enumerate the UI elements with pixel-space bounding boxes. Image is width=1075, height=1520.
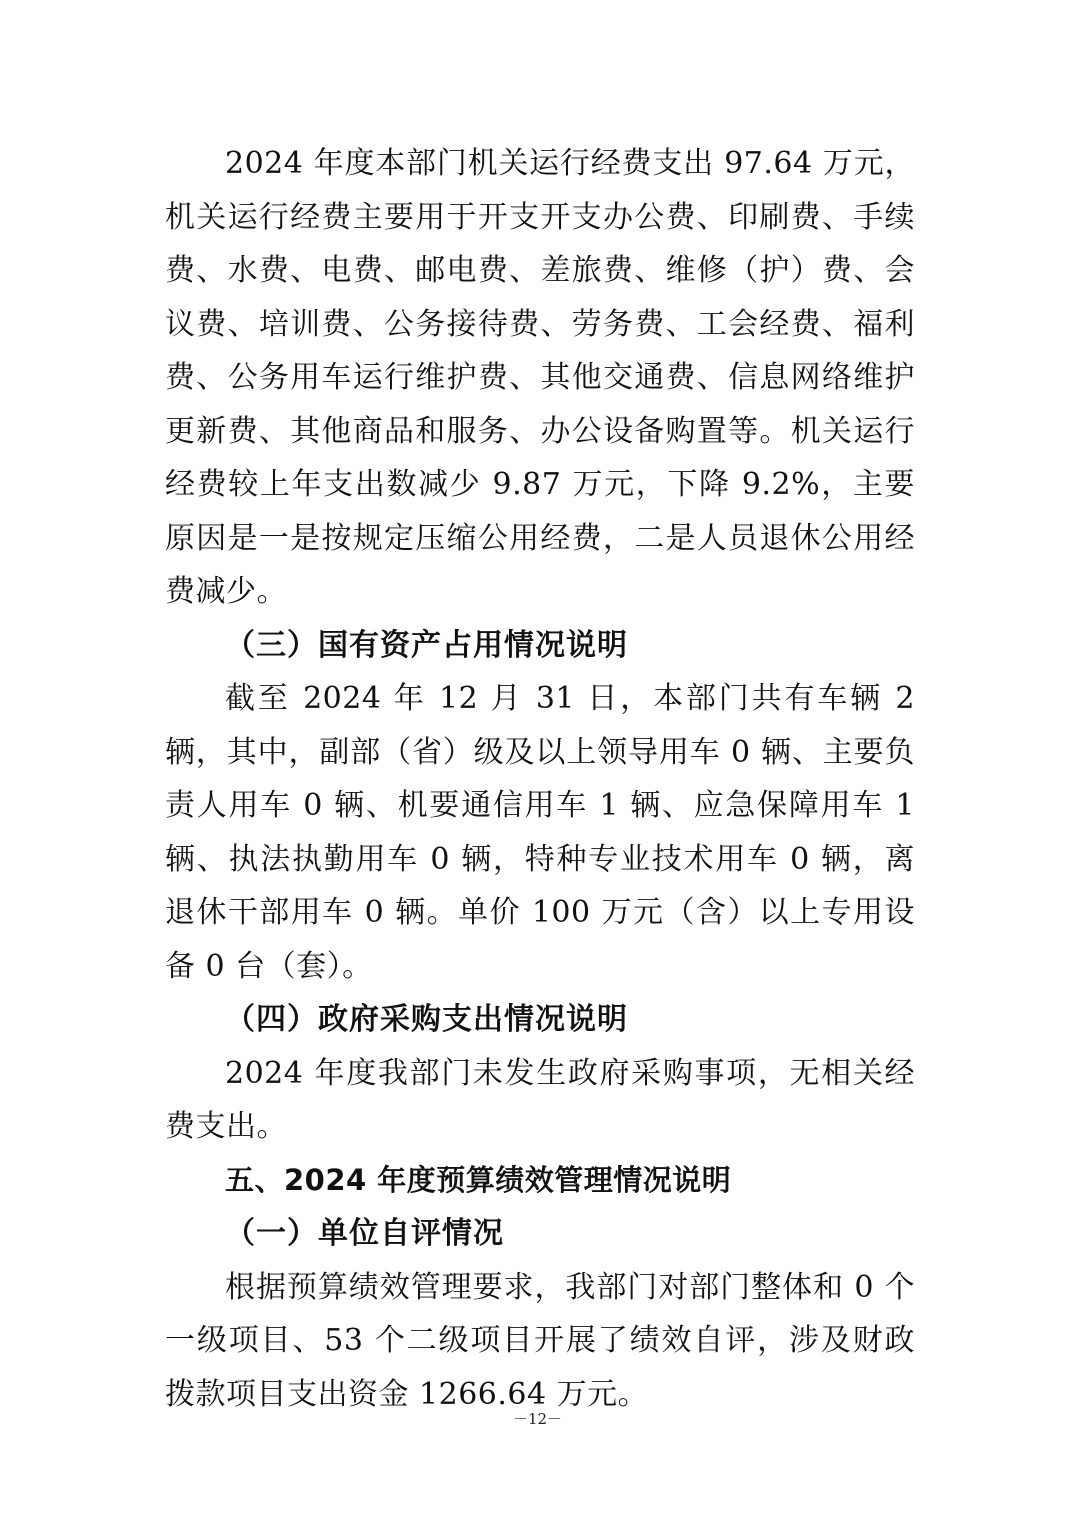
heading-government-procurement: （四）政府采购支出情况说明: [225, 1002, 628, 1037]
paragraph-procurement: 2024 年度我部门未发生政府采购事项，无相关经费支出。: [165, 1055, 915, 1144]
paragraph-self-evaluation: 根据预算绩效管理要求，我部门对部门整体和 0 个一级项目、53 个二级项目开展了绩效自评，涉及财政拨款项目支出资金 1266.64 万元。: [165, 1269, 915, 1412]
heading-state-assets: （三）国有资产占用情况说明: [225, 627, 628, 663]
heading-section-five: 五、2024 年度预算绩效管理情况说明: [225, 1162, 732, 1197]
paragraph-operating-expenses: 2024 年度本部门机关运行经费支出 97.64 万元，机关运行经费主要用于开支开支办公费、印刷费、手续费、水费、电费、邮电费、差旅费、维修（护）费、会议费、培训费、公务接待费、劳务费、工会经费、福利费、公务用车运行维护费、其他交通费、信息网络维护更新费、其他商品和服务、办公设备购置等。机关运行经费较上年支出数减少 9.87 万元，下降 9.2%，主要原因是一是按规定压缩公用经费，二是人员退休公用经费减少。: [165, 146, 915, 609]
page-body: [165, 137, 915, 1421]
page-number: －12－: [512, 1410, 563, 1428]
heading-self-evaluation: （一）单位自评情况: [225, 1216, 504, 1251]
paragraph-vehicles: 截至 2024 年 12 月 31 日，本部门共有车辆 2 辆，其中，副部（省）级及以上领导用车 0 辆、主要负责人用车 0 辆、机要通信用车 1 辆、应急保障用车 1 辆、执法执勤用车 0 辆，特种专业技术用车 0 辆，离退休干部用车 0 辆。单价 100 万元（含）以上专用设备 0 台（套）。: [165, 681, 915, 984]
